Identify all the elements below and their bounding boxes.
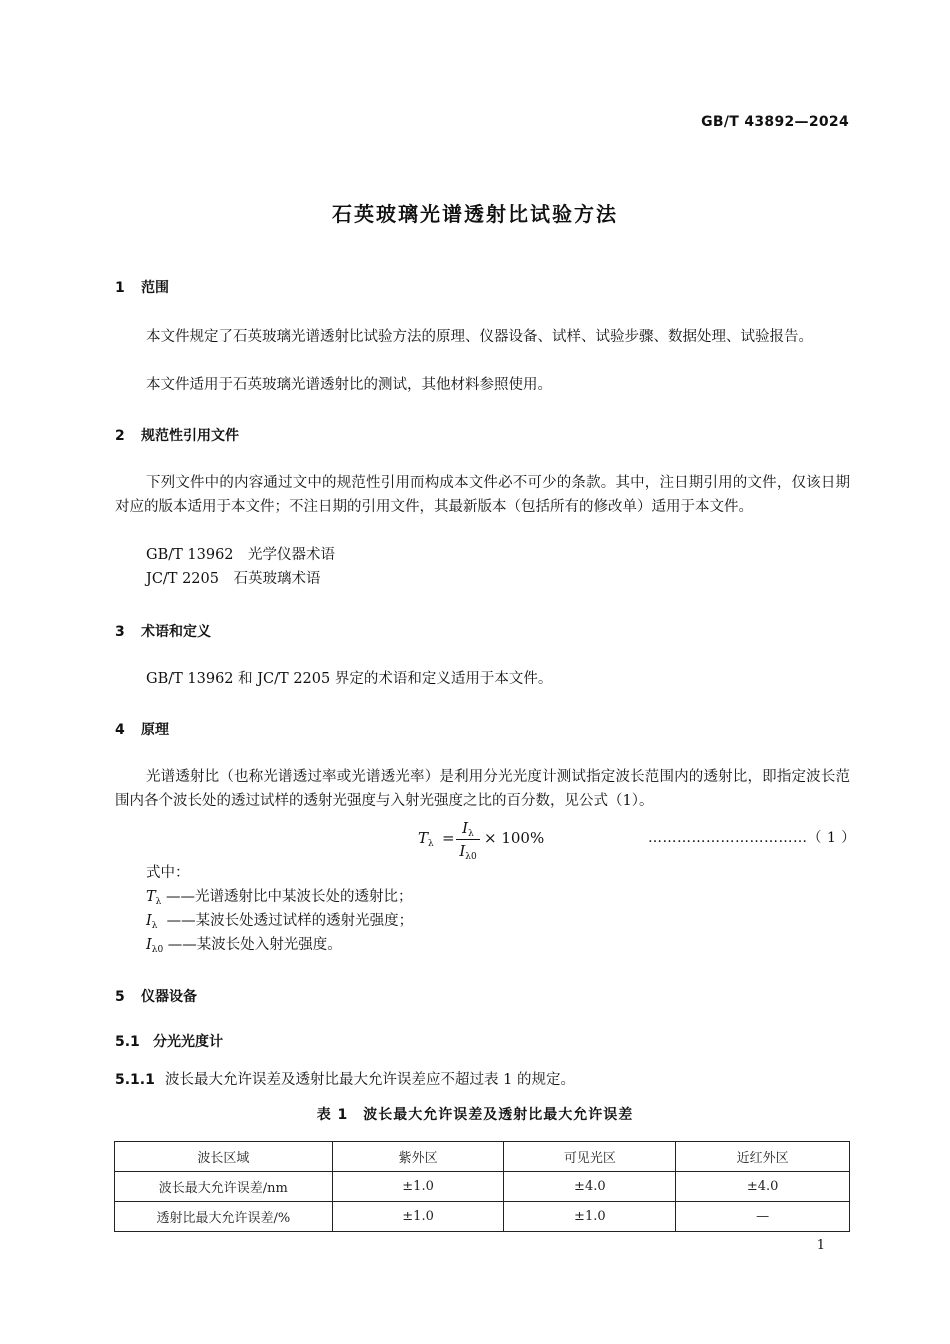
section-title: 分光光度计 <box>153 1034 223 1050</box>
formula-denominator: $I_{\lambda 0}$ <box>459 842 477 862</box>
fraction-bar <box>456 839 480 840</box>
section-title: 术语和定义 <box>141 624 211 640</box>
section-title: 范围 <box>141 280 169 296</box>
section-number: 1 <box>115 280 125 296</box>
section-1-paragraph-1: 本文件规定了石英玻璃光谱透射比试验方法的原理、仪器设备、试样、试验步骤、数据处理、试验报告。 <box>146 329 813 345</box>
formula-multiplier: × 100% <box>484 829 545 847</box>
formula-lhs: $T_\lambda$ <box>418 829 434 849</box>
normative-reference: GB/T 13962 光学仪器术语 <box>146 547 336 563</box>
variable-definition: $I_\lambda$ ——某波长处透过试样的透射光强度； <box>146 913 414 931</box>
table-cell: 透射比最大允许误差/% <box>115 1202 333 1232</box>
clause-number: 5.1.1 <box>115 1072 155 1088</box>
section-title: 规范性引用文件 <box>141 428 239 444</box>
section-3-paragraph-1: GB/T 13962 和 JC/T 2205 界定的术语和定义适用于本文件。 <box>146 671 553 687</box>
clause-5-1-1 <box>115 1068 575 1092</box>
formula-numerator: $I_\lambda$ <box>462 819 474 839</box>
where-label: 式中： <box>146 865 190 881</box>
standard-code: GB/T 43892—2024 <box>701 114 849 130</box>
section-title: 仪器设备 <box>141 989 197 1005</box>
formula-1 <box>418 818 558 862</box>
table-header-cell: 波长区域 <box>115 1142 333 1172</box>
section-5-heading <box>115 986 197 1006</box>
variable-definition: $T_\lambda$ ——光谱透射比中某波长处的透射比； <box>146 889 413 907</box>
section-number: 5.1 <box>115 1034 140 1050</box>
formula-fraction <box>456 818 480 861</box>
section-number: 5 <box>115 989 125 1005</box>
table-cell: ±1.0 <box>332 1172 504 1202</box>
table-row <box>115 1202 850 1232</box>
section-number: 2 <box>115 428 125 444</box>
table-header-cell: 近红外区 <box>676 1142 850 1172</box>
table-header-row <box>115 1142 850 1172</box>
formula-equals: = <box>442 829 455 847</box>
section-number: 4 <box>115 722 125 738</box>
section-4-paragraph-1: 光谱透射比（也称光谱透过率或光谱透光率）是利用分光光度计测试指定波长范围内的透射比，即指定波长范围内各个波长处的透过试样的透射光强度与入射光强度之比的百分数，见公式（1）。 <box>115 769 850 809</box>
table-1-caption: 表 1 波长最大允许误差及透射比最大允许误差 <box>316 1107 634 1123</box>
variable-definition: $I_{\lambda 0}$ ——某波长处入射光强度。 <box>146 937 342 955</box>
table-row <box>115 1172 850 1202</box>
section-1-paragraph-2: 本文件适用于石英玻璃光谱透射比的测试，其他材料参照使用。 <box>146 377 552 393</box>
section-3-heading <box>115 621 211 641</box>
document-title: 石英玻璃光谱透射比试验方法 <box>332 202 618 226</box>
table-header-cell: 可见光区 <box>504 1142 676 1172</box>
subsection-5-1-heading <box>115 1031 223 1051</box>
table-header-cell: 紫外区 <box>332 1142 504 1172</box>
table-cell: ±4.0 <box>676 1172 850 1202</box>
section-title: 原理 <box>141 722 169 738</box>
section-number: 3 <box>115 624 125 640</box>
table-cell: ±4.0 <box>504 1172 676 1202</box>
equation-number: ……………………………（ 1 ） <box>648 830 856 846</box>
page-number: 1 <box>816 1238 825 1253</box>
section-2-heading <box>115 425 239 445</box>
table-cell: 波长最大允许误差/nm <box>115 1172 333 1202</box>
section-2-paragraph-1: 下列文件中的内容通过文中的规范性引用而构成本文件必不可少的条款。其中，注日期引用的文件，仅该日期对应的版本适用于本文件；不注日期的引用文件，其最新版本（包括所有的修改单）适用于本文件。 <box>115 475 850 515</box>
clause-text: 波长最大允许误差及透射比最大允许误差应不超过表 1 的规定。 <box>165 1072 575 1088</box>
table-1 <box>114 1141 850 1232</box>
normative-reference: JC/T 2205 石英玻璃术语 <box>146 571 321 587</box>
section-4-heading <box>115 719 169 739</box>
table-cell: ±1.0 <box>332 1202 504 1232</box>
section-1-heading <box>115 277 169 297</box>
table-cell: ±1.0 <box>504 1202 676 1232</box>
table-cell: — <box>676 1202 850 1232</box>
